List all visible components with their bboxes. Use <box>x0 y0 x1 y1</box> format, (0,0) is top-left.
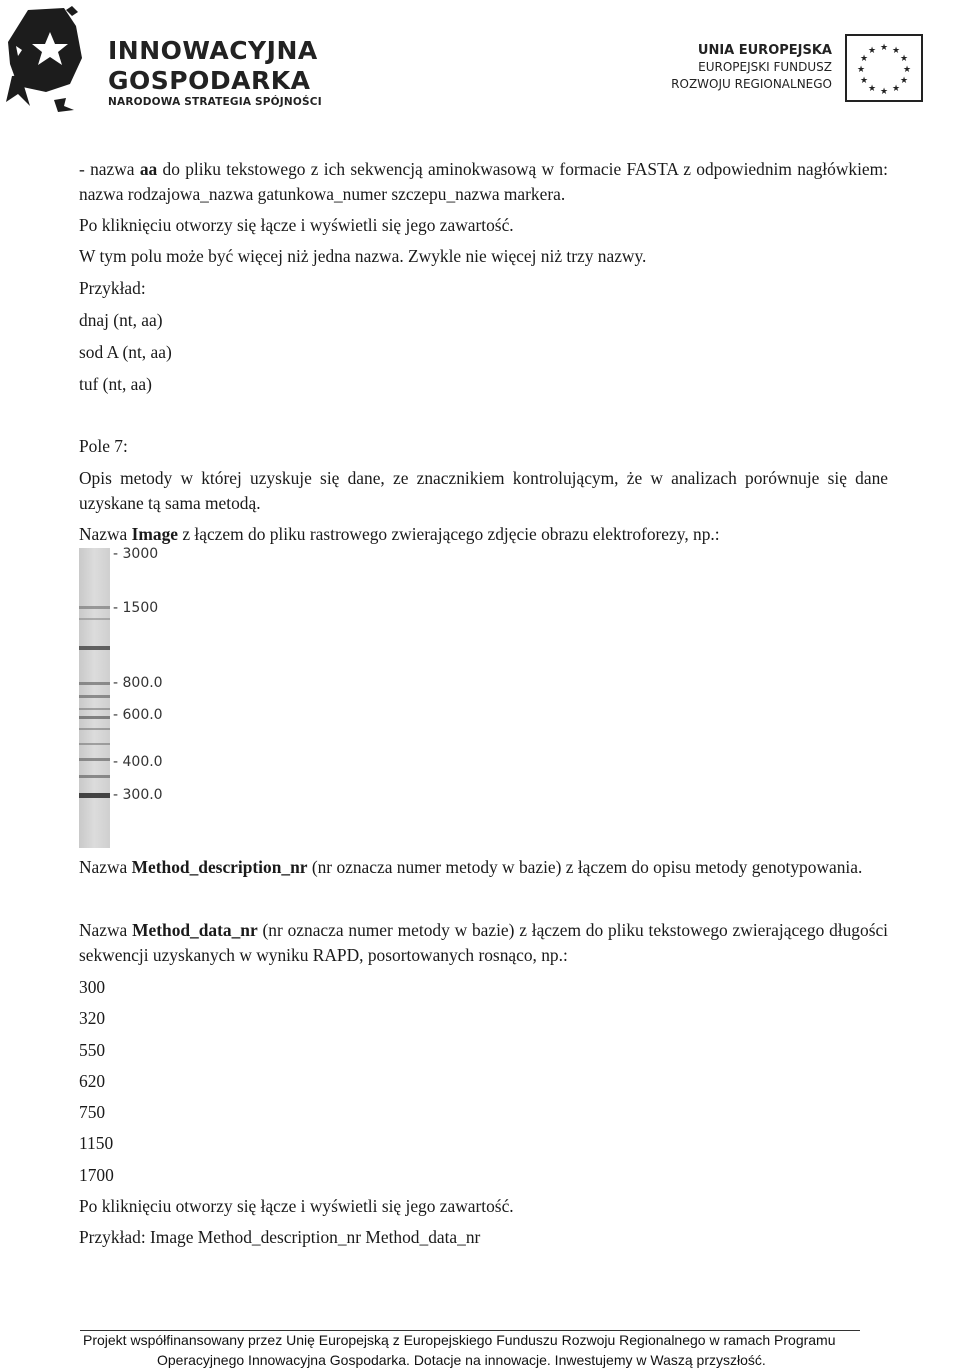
gel-lane <box>79 548 110 848</box>
list-item: 300 <box>79 977 106 997</box>
electrophoresis-gel-image <box>79 548 888 852</box>
eu-logo-line-3: ROZWOJU REGIONALNEGO <box>671 77 832 91</box>
svg-text:★: ★ <box>899 76 909 86</box>
svg-text:★: ★ <box>859 54 869 64</box>
p6-bold-term: Image <box>131 524 178 544</box>
unia-europejska-logo <box>660 34 960 104</box>
list-item: 620 <box>79 1070 106 1091</box>
p7-bold-term: Method_description_nr <box>131 857 308 877</box>
svg-text:★: ★ <box>859 76 869 86</box>
paragraph-method-description-nr <box>79 855 888 880</box>
p8-suffix: (nr oznacza numer metody w bazie) z łączem do pliku tekstowego zwierającego długości sekwencji uzyskanych w wyniku RAPD, posortowanych rosnąco, np.: <box>79 920 889 965</box>
gel-marker-800: - 800.0 <box>113 675 163 691</box>
document-body <box>79 157 888 1254</box>
pole-7-heading: Pole 7: <box>79 436 128 456</box>
eu-logo-line-2: EUROPEJSKI FUNDUSZ <box>698 60 832 74</box>
svg-text:★: ★ <box>867 46 877 56</box>
poland-map-star-icon <box>6 6 88 114</box>
logo-line-1: INNOWACYJNA <box>108 36 318 65</box>
p1-bold-term: aa <box>139 159 158 179</box>
eu-logo-line-1: UNIA EUROPEJSKA <box>697 43 832 58</box>
list-item: 1700 <box>79 1164 114 1185</box>
paragraph-link-info: Po kliknięciu otworzy się łącze i wyświetli się jego zawartość. <box>79 215 514 235</box>
paragraph-example-final: Przykład: Image Method_description_nr Method_data_nr <box>79 1227 481 1248</box>
paragraph-image-name <box>79 522 888 547</box>
list-item: 750 <box>79 1102 106 1123</box>
paragraph-method-description: Opis metody w której uzyskuje się dane, ze znacznikiem kontrolującym, że w analizach porównuje się dane uzyskane tą sama metodą. <box>79 468 888 513</box>
svg-text:★: ★ <box>891 84 901 94</box>
paragraph-example-label: Przykład: <box>79 278 146 298</box>
paragraph-aa-description <box>79 157 888 207</box>
paragraph-field-note: W tym polu może być więcej niż jedna nazwa. Zwykle nie więcej niż trzy nazwy. <box>79 246 647 266</box>
list-item: 550 <box>79 1039 106 1060</box>
svg-text:★: ★ <box>891 46 901 56</box>
paragraph-method-data-nr <box>79 918 888 968</box>
paragraph-link-info-2: Po kliknięciu otworzy się łącze i wyświetli się jego zawartość. <box>79 1196 514 1217</box>
svg-text:★: ★ <box>902 65 912 75</box>
innowacyjna-gospodarka-logo <box>6 6 346 114</box>
p8-bold-term: Method_data_nr <box>132 920 258 940</box>
p7-suffix: (nr oznacza numer metody w bazie) z łączem do opisu metody genotypowania. <box>307 857 863 877</box>
svg-text:★: ★ <box>867 84 877 94</box>
logo-line-3: NARODOWA STRATEGIA SPÓJNOŚCI <box>108 96 322 108</box>
footer-divider <box>80 1330 860 1331</box>
gel-marker-1500: - 1500 <box>113 600 159 616</box>
list-item: 1150 <box>79 1133 114 1154</box>
example-tuf: tuf (nt, aa) <box>79 374 152 394</box>
footer-line-2: Operacyjnego Innowacyjna Gospodarka. Dotacje na innowacje. Inwestujemy w Waszą przyszłość. <box>157 1352 766 1368</box>
gel-marker-3000: - 3000 <box>113 546 159 562</box>
p6-suffix: z łączem do pliku rastrowego zwierającego zdjęcie obrazu elektroforezy, np.: <box>178 524 720 544</box>
p8-prefix: Nazwa <box>79 920 133 940</box>
p1-prefix: - nazwa <box>79 159 140 179</box>
p1-suffix: do pliku tekstowego z ich sekwencją aminokwasową w formacie FASTA z odpowiednim nagłówkiem: nazwa rodzajowa_nazwa gatunkowa_numer szczepu_nazwa markera. <box>79 159 888 204</box>
svg-text:★: ★ <box>899 54 909 64</box>
list-item: 320 <box>79 1008 106 1029</box>
logo-line-2: GOSPODARKA <box>108 66 311 95</box>
example-soda: sod A (nt, aa) <box>79 342 172 362</box>
footer-line-1: Projekt współfinansowany przez Unię Europejską z Europejskiego Funduszu Rozwoju Regionalnego w ramach Programu <box>83 1332 836 1348</box>
p6-prefix: Nazwa <box>79 524 132 544</box>
p7-prefix: Nazwa <box>79 857 132 877</box>
sequence-length-list <box>79 972 888 1191</box>
gel-marker-300: - 300.0 <box>113 787 163 803</box>
eu-flag-icon <box>845 34 923 102</box>
example-dnaj: dnaj (nt, aa) <box>79 310 163 330</box>
svg-text:★: ★ <box>856 65 866 75</box>
svg-text:★: ★ <box>879 43 889 53</box>
gel-marker-600: - 600.0 <box>113 707 163 723</box>
svg-text:★: ★ <box>879 87 889 97</box>
gel-marker-400: - 400.0 <box>113 754 163 770</box>
